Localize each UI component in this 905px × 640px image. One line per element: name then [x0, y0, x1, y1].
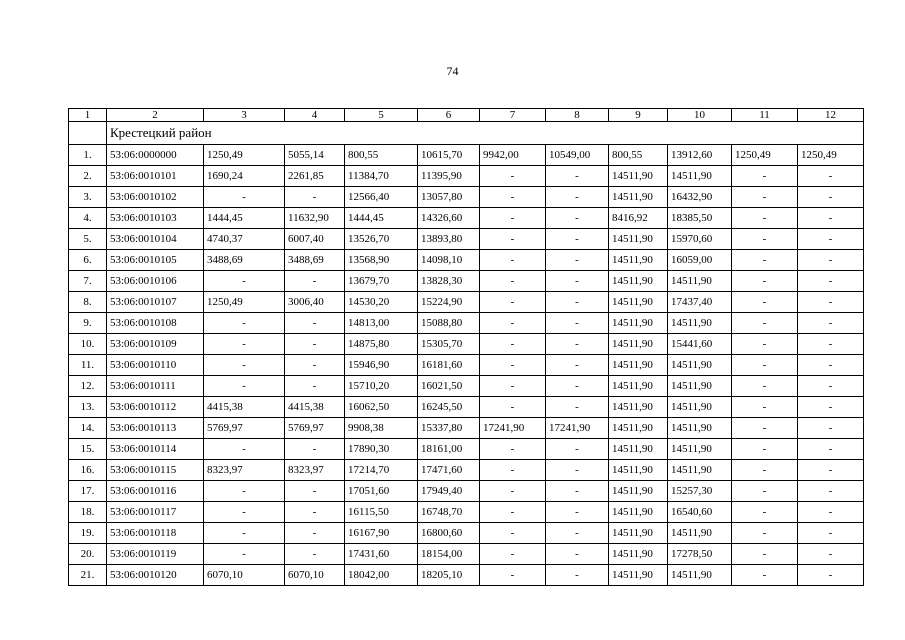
table-cell: 1444,45	[204, 208, 285, 229]
table-cell: -	[204, 439, 285, 460]
table-cell: 14511,90	[609, 376, 668, 397]
table-cell: 16021,50	[418, 376, 480, 397]
table-cell: -	[480, 250, 546, 271]
table-cell: -	[204, 523, 285, 544]
table-cell: 14511,90	[609, 229, 668, 250]
table-cell: 800,55	[609, 145, 668, 166]
table-cell: -	[480, 355, 546, 376]
table-row	[69, 523, 864, 544]
table-cell: -	[732, 313, 798, 334]
table-cell: 13912,60	[668, 145, 732, 166]
table-cell: -	[480, 460, 546, 481]
table-row	[69, 439, 864, 460]
table-cell: -	[732, 418, 798, 439]
table-cell: 6070,10	[204, 565, 285, 586]
table-cell: -	[798, 208, 864, 229]
column-header: 9	[609, 109, 668, 122]
table-cell: 11.	[69, 355, 107, 376]
table-row	[69, 334, 864, 355]
table-cell: 8416,92	[609, 208, 668, 229]
table-cell: -	[285, 544, 345, 565]
section-title: Крестецкий район	[107, 122, 864, 145]
table-row	[69, 376, 864, 397]
table-cell: -	[204, 313, 285, 334]
table-cell: -	[798, 481, 864, 502]
table-cell: 15337,80	[418, 418, 480, 439]
table-row	[69, 544, 864, 565]
table-cell: 14511,90	[609, 439, 668, 460]
table-cell: 13.	[69, 397, 107, 418]
table-cell: 16245,50	[418, 397, 480, 418]
table-cell: 16167,90	[345, 523, 418, 544]
table-cell: 14511,90	[609, 292, 668, 313]
table-cell: 53:06:0010106	[107, 271, 204, 292]
table-cell: 5769,97	[204, 418, 285, 439]
table-cell: -	[285, 313, 345, 334]
table-cell: 4740,37	[204, 229, 285, 250]
table-cell: 14813,00	[345, 313, 418, 334]
table-cell: 8323,97	[285, 460, 345, 481]
table-cell: 13057,80	[418, 187, 480, 208]
table-row	[69, 565, 864, 586]
table-cell: -	[546, 376, 609, 397]
column-header: 3	[204, 109, 285, 122]
table-cell: 1690,24	[204, 166, 285, 187]
table-cell: -	[546, 481, 609, 502]
table-cell: 14511,90	[609, 334, 668, 355]
table-cell: -	[546, 502, 609, 523]
table-cell: -	[798, 460, 864, 481]
table-cell: 14875,80	[345, 334, 418, 355]
table-cell: 17214,70	[345, 460, 418, 481]
table-cell: 3488,69	[285, 250, 345, 271]
table-cell: -	[480, 313, 546, 334]
table-cell: -	[798, 523, 864, 544]
table-cell: 17.	[69, 481, 107, 502]
table-cell: -	[480, 292, 546, 313]
table-cell: 3488,69	[204, 250, 285, 271]
section-number-cell	[69, 122, 107, 145]
table-cell: -	[732, 376, 798, 397]
table-cell: -	[798, 229, 864, 250]
table-cell: -	[285, 355, 345, 376]
table-cell: 15257,30	[668, 481, 732, 502]
table-cell: 14511,90	[668, 418, 732, 439]
column-header: 5	[345, 109, 418, 122]
table-cell: 16115,50	[345, 502, 418, 523]
column-header: 6	[418, 109, 480, 122]
table-cell: 53:06:0010118	[107, 523, 204, 544]
table-row	[69, 460, 864, 481]
table-cell: 11395,90	[418, 166, 480, 187]
table-cell: -	[480, 439, 546, 460]
table-cell: 4.	[69, 208, 107, 229]
table-cell: 6007,40	[285, 229, 345, 250]
table-cell: -	[480, 502, 546, 523]
table-cell: 4415,38	[285, 397, 345, 418]
table-cell: -	[798, 292, 864, 313]
table-cell: 10.	[69, 334, 107, 355]
table-cell: 14511,90	[668, 565, 732, 586]
table-cell: -	[732, 334, 798, 355]
table-cell: -	[732, 355, 798, 376]
table-cell: -	[285, 187, 345, 208]
table-cell: 14511,90	[609, 460, 668, 481]
table-cell: 11632,90	[285, 208, 345, 229]
table-cell: 16059,00	[668, 250, 732, 271]
table-cell: 8323,97	[204, 460, 285, 481]
table-cell: 18161,00	[418, 439, 480, 460]
table-cell: -	[546, 334, 609, 355]
table-cell: 14511,90	[609, 250, 668, 271]
table-row	[69, 502, 864, 523]
table-row	[69, 187, 864, 208]
table-cell: -	[732, 565, 798, 586]
table-cell: -	[732, 439, 798, 460]
table-cell: -	[285, 439, 345, 460]
table-cell: -	[480, 481, 546, 502]
table-cell: 14511,90	[609, 271, 668, 292]
table-cell: 16062,50	[345, 397, 418, 418]
table-cell: -	[546, 271, 609, 292]
table-cell: 5.	[69, 229, 107, 250]
section-row	[69, 122, 864, 145]
column-header: 4	[285, 109, 345, 122]
table-cell: 13568,90	[345, 250, 418, 271]
table-cell: -	[285, 271, 345, 292]
table-cell: -	[798, 376, 864, 397]
column-header: 1	[69, 109, 107, 122]
table-cell: 9.	[69, 313, 107, 334]
table-cell: 17471,60	[418, 460, 480, 481]
column-header: 11	[732, 109, 798, 122]
table-cell: 18.	[69, 502, 107, 523]
table-cell: -	[204, 271, 285, 292]
table-cell: 53:06:0010117	[107, 502, 204, 523]
table-cell: -	[732, 166, 798, 187]
table-cell: -	[546, 460, 609, 481]
table-cell: -	[798, 544, 864, 565]
table-cell: 14.	[69, 418, 107, 439]
table-cell: 53:06:0010110	[107, 355, 204, 376]
table-cell: 5055,14	[285, 145, 345, 166]
table-row	[69, 271, 864, 292]
table-cell: 14511,90	[668, 523, 732, 544]
table-cell: -	[798, 250, 864, 271]
table-cell: 17051,60	[345, 481, 418, 502]
table-cell: 9908,38	[345, 418, 418, 439]
table-cell: 53:06:0010116	[107, 481, 204, 502]
table-cell: 14511,90	[668, 271, 732, 292]
table-cell: -	[546, 397, 609, 418]
table-cell: 15.	[69, 439, 107, 460]
table-cell: 20.	[69, 544, 107, 565]
table-cell: 15305,70	[418, 334, 480, 355]
table-cell: 14098,10	[418, 250, 480, 271]
table-cell: 53:06:0010115	[107, 460, 204, 481]
table-cell: -	[204, 334, 285, 355]
table-cell: -	[546, 565, 609, 586]
table-cell: -	[732, 271, 798, 292]
table-cell: -	[798, 439, 864, 460]
table-cell: 14511,90	[668, 397, 732, 418]
table-cell: 14511,90	[668, 460, 732, 481]
table-row	[69, 250, 864, 271]
table-cell: 53:06:0010109	[107, 334, 204, 355]
table-cell: -	[480, 397, 546, 418]
table-cell: -	[798, 271, 864, 292]
table-cell: -	[798, 397, 864, 418]
table-cell: -	[285, 334, 345, 355]
table-cell: 1250,49	[732, 145, 798, 166]
table-row	[69, 397, 864, 418]
table-cell: -	[546, 250, 609, 271]
table-cell: 53:06:0000000	[107, 145, 204, 166]
table-row	[69, 208, 864, 229]
table-cell: -	[480, 166, 546, 187]
column-header: 12	[798, 109, 864, 122]
table-cell: 53:06:0010113	[107, 418, 204, 439]
table-cell: 7.	[69, 271, 107, 292]
table-cell: 14511,90	[609, 565, 668, 586]
column-header: 7	[480, 109, 546, 122]
table-cell: -	[798, 313, 864, 334]
table-cell: 5769,97	[285, 418, 345, 439]
table-cell: -	[732, 523, 798, 544]
table-cell: -	[798, 187, 864, 208]
table-cell: -	[798, 418, 864, 439]
table-cell: -	[546, 313, 609, 334]
table-cell: 15970,60	[668, 229, 732, 250]
table-cell: -	[798, 334, 864, 355]
page-number: 74	[446, 64, 459, 78]
table-cell: 14511,90	[668, 376, 732, 397]
table-cell: -	[546, 229, 609, 250]
table-cell: -	[732, 250, 798, 271]
table-cell: 1250,49	[204, 145, 285, 166]
table-cell: -	[285, 502, 345, 523]
table-cell: -	[480, 229, 546, 250]
table-cell: -	[732, 481, 798, 502]
column-header: 2	[107, 109, 204, 122]
table-cell: 53:06:0010104	[107, 229, 204, 250]
table-cell: 8.	[69, 292, 107, 313]
table-cell: 2261,85	[285, 166, 345, 187]
table-cell: 14511,90	[609, 166, 668, 187]
table-cell: 15224,90	[418, 292, 480, 313]
table-cell: -	[546, 166, 609, 187]
table-cell: 18042,00	[345, 565, 418, 586]
table-cell: 17437,40	[668, 292, 732, 313]
table-row	[69, 229, 864, 250]
table-cell: 14511,90	[609, 544, 668, 565]
table-cell: 53:06:0010103	[107, 208, 204, 229]
table-cell: 16432,90	[668, 187, 732, 208]
table-cell: 53:06:0010105	[107, 250, 204, 271]
table-cell: 15441,60	[668, 334, 732, 355]
table-cell: -	[732, 229, 798, 250]
table-cell: 14511,90	[668, 166, 732, 187]
table-cell: -	[480, 208, 546, 229]
table-cell: 17241,90	[480, 418, 546, 439]
table-cell: 17241,90	[546, 418, 609, 439]
table-cell: -	[798, 502, 864, 523]
table-cell: -	[546, 208, 609, 229]
table-row	[69, 292, 864, 313]
table-cell: -	[480, 334, 546, 355]
table-cell: 17890,30	[345, 439, 418, 460]
table-cell: 3.	[69, 187, 107, 208]
table-cell: -	[480, 376, 546, 397]
table-cell: -	[204, 376, 285, 397]
table-cell: -	[732, 397, 798, 418]
table-cell: 18154,00	[418, 544, 480, 565]
table-cell: -	[546, 439, 609, 460]
column-header: 8	[546, 109, 609, 122]
table-cell: 1444,45	[345, 208, 418, 229]
table-cell: -	[285, 523, 345, 544]
table-cell: 14511,90	[609, 502, 668, 523]
table-cell: 19.	[69, 523, 107, 544]
table-cell: 13679,70	[345, 271, 418, 292]
table-cell: 53:06:0010120	[107, 565, 204, 586]
table-cell: -	[546, 292, 609, 313]
table-cell: -	[732, 292, 798, 313]
table-cell: 1250,49	[204, 292, 285, 313]
table-cell: -	[204, 502, 285, 523]
table-cell: 13828,30	[418, 271, 480, 292]
table-cell: 18205,10	[418, 565, 480, 586]
table-cell: 18385,50	[668, 208, 732, 229]
table-cell: 6.	[69, 250, 107, 271]
table-row	[69, 355, 864, 376]
table-cell: 13893,80	[418, 229, 480, 250]
table-cell: 14511,90	[668, 313, 732, 334]
table-cell: 14511,90	[668, 439, 732, 460]
table-cell: 13526,70	[345, 229, 418, 250]
table-cell: 1250,49	[798, 145, 864, 166]
table-row	[69, 418, 864, 439]
table-cell: -	[546, 544, 609, 565]
cadastral-table	[68, 108, 864, 586]
table-cell: 53:06:0010114	[107, 439, 204, 460]
table-cell: -	[480, 544, 546, 565]
table-cell: 14511,90	[609, 313, 668, 334]
table-cell: -	[546, 523, 609, 544]
table-cell: 16748,70	[418, 502, 480, 523]
table-cell: 16181,60	[418, 355, 480, 376]
table-cell: 12.	[69, 376, 107, 397]
table-cell: 15710,20	[345, 376, 418, 397]
table-cell: 53:06:0010111	[107, 376, 204, 397]
table-cell: -	[285, 376, 345, 397]
table-cell: -	[204, 544, 285, 565]
table-cell: 14511,90	[609, 523, 668, 544]
table-cell: 16.	[69, 460, 107, 481]
table-cell: 10549,00	[546, 145, 609, 166]
table-cell: 17949,40	[418, 481, 480, 502]
table-cell: 2.	[69, 166, 107, 187]
table-row	[69, 313, 864, 334]
table-cell: 17278,50	[668, 544, 732, 565]
table-cell: 10615,70	[418, 145, 480, 166]
table-cell: 14326,60	[418, 208, 480, 229]
table-cell: 6070,10	[285, 565, 345, 586]
table-cell: 15946,90	[345, 355, 418, 376]
table-cell: -	[285, 481, 345, 502]
table-row	[69, 166, 864, 187]
table-cell: -	[798, 355, 864, 376]
table-cell: 53:06:0010101	[107, 166, 204, 187]
table-cell: -	[204, 481, 285, 502]
table-cell: -	[480, 565, 546, 586]
table-cell: 14511,90	[609, 187, 668, 208]
table-row	[69, 145, 864, 166]
table-cell: 53:06:0010108	[107, 313, 204, 334]
table-cell: -	[732, 208, 798, 229]
table-cell: 14511,90	[609, 355, 668, 376]
table-cell: 14511,90	[609, 397, 668, 418]
table-cell: -	[480, 187, 546, 208]
header-row	[69, 109, 864, 122]
table-cell: 53:06:0010102	[107, 187, 204, 208]
table-cell: -	[480, 271, 546, 292]
table-cell: 14511,90	[609, 418, 668, 439]
table-cell: 1.	[69, 145, 107, 166]
table-cell: 14511,90	[609, 481, 668, 502]
table-cell: 12566,40	[345, 187, 418, 208]
table-cell: 53:06:0010112	[107, 397, 204, 418]
table-cell: 800,55	[345, 145, 418, 166]
column-header: 10	[668, 109, 732, 122]
table-cell: -	[546, 355, 609, 376]
table-cell: -	[732, 544, 798, 565]
table-cell: -	[798, 166, 864, 187]
table-cell: 9942,00	[480, 145, 546, 166]
table-cell: -	[732, 187, 798, 208]
table-cell: 15088,80	[418, 313, 480, 334]
table-cell: 14511,90	[668, 355, 732, 376]
table-cell: 53:06:0010119	[107, 544, 204, 565]
table-cell: -	[798, 565, 864, 586]
table-cell: -	[204, 187, 285, 208]
table-cell: 3006,40	[285, 292, 345, 313]
table-cell: -	[480, 523, 546, 544]
table-cell: -	[204, 355, 285, 376]
table-cell: 16800,60	[418, 523, 480, 544]
table-cell: -	[732, 502, 798, 523]
table-cell: 53:06:0010107	[107, 292, 204, 313]
table-cell: 16540,60	[668, 502, 732, 523]
table-cell: 21.	[69, 565, 107, 586]
table-cell: 11384,70	[345, 166, 418, 187]
table-cell: 17431,60	[345, 544, 418, 565]
table-cell: 4415,38	[204, 397, 285, 418]
table-row	[69, 481, 864, 502]
table-cell: -	[732, 460, 798, 481]
table-cell: 14530,20	[345, 292, 418, 313]
table-cell: -	[546, 187, 609, 208]
